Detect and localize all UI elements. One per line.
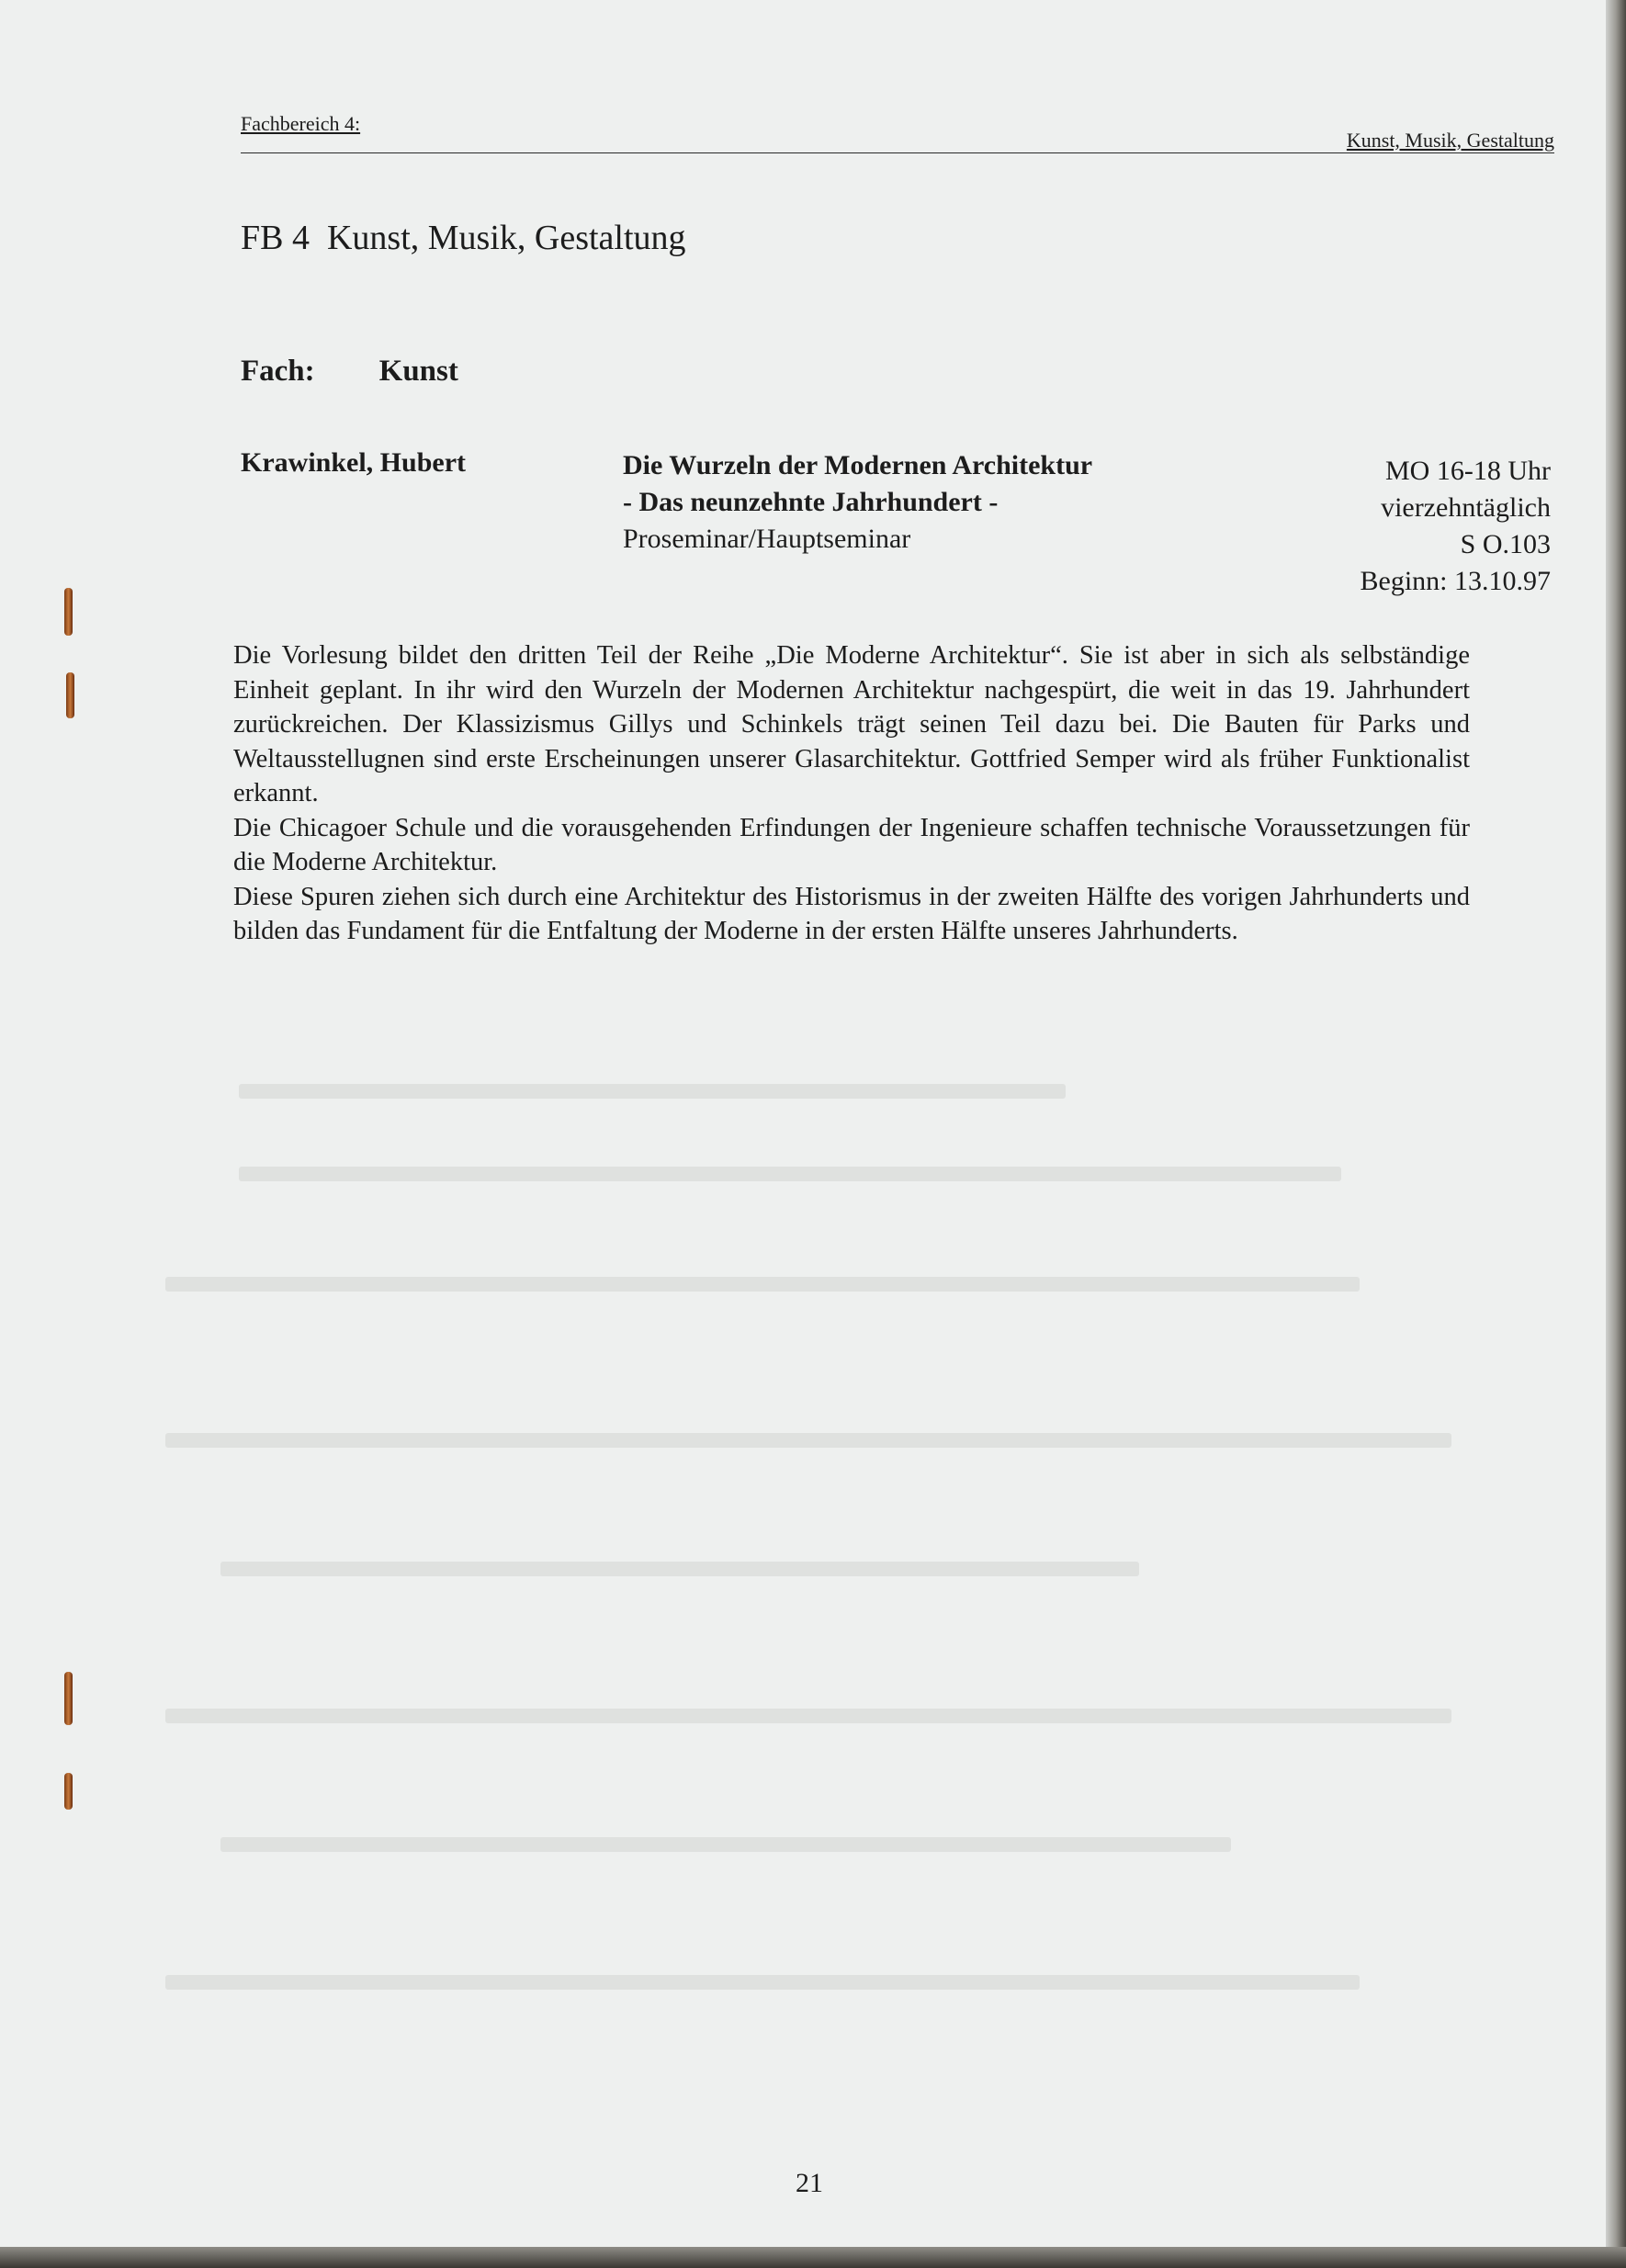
course-type: Proseminar/Hauptseminar xyxy=(623,524,911,554)
bleed-through xyxy=(239,1167,1341,1181)
course-block xyxy=(623,450,1092,560)
bleed-through xyxy=(239,1084,1066,1099)
page-header xyxy=(241,110,1554,153)
punch-mark xyxy=(66,672,74,718)
course-title: Die Wurzeln der Modernen Architektur xyxy=(623,450,1093,480)
lecturer-name: Krawinkel, Hubert xyxy=(241,447,466,478)
description-paragraph: Diese Spuren ziehen sich durch eine Architektur des Historismus in der zweiten Hälfte des vorigen Jahrhunderts und bilden das Fundament für die Entfaltung der Moderne in der ersten Hälfte unseres Jahrhunderts. xyxy=(233,882,1470,945)
header-department: Fachbereich 4: xyxy=(241,112,361,135)
bleed-through xyxy=(165,1975,1360,1990)
page-edge xyxy=(1606,0,1626,2268)
bleed-through xyxy=(220,1562,1139,1576)
punch-mark xyxy=(64,1672,73,1725)
fach-value: Kunst xyxy=(378,355,458,388)
punch-mark xyxy=(64,588,73,636)
course-description xyxy=(233,638,1470,949)
page-edge xyxy=(0,2247,1626,2268)
header-subject: Kunst, Musik, Gestaltung xyxy=(1346,129,1554,152)
description-paragraph: Die Vorlesung bildet den dritten Teil der Reihe „Die Moderne Architektur“. Sie ist aber in sich als selbständige Einheit geplant. In ihr wird den Wurzeln der Modernen Architektur nachgespürt, die weit in das 19. Jahrhundert zurückreichen. Der Klassizismus Gillys und Schinkels trägt seinen Teil dazu bei. Die Bauten für Parks und Weltausstellugnen sind erste Erscheinungen unserer Glasarchitektur. Gottfried Semper wird als früher Funktionalist erkannt. xyxy=(233,641,1470,807)
description-paragraph: Die Chicagoer Schule und die vorausgehenden Erfindungen der Ingenieure schaffen technische Voraussetzungen für die Moderne Architektur. xyxy=(233,813,1470,876)
course-frequency: vierzehntäglich xyxy=(1381,492,1551,523)
fach-label: Fach: xyxy=(241,355,315,388)
bleed-through xyxy=(165,1433,1451,1448)
schedule-block xyxy=(1361,456,1552,603)
fach-row xyxy=(241,355,458,389)
page-number: 21 xyxy=(796,2168,823,2198)
course-time: MO 16-18 Uhr xyxy=(1385,456,1551,486)
course-start: Beginn: 13.10.97 xyxy=(1360,566,1551,596)
course-room: S O.103 xyxy=(1460,529,1551,559)
bleed-through xyxy=(165,1709,1451,1723)
punch-mark xyxy=(64,1773,73,1810)
page-title: FB 4 Kunst, Musik, Gestaltung xyxy=(241,219,686,257)
bleed-through xyxy=(165,1277,1360,1292)
course-subtitle: - Das neunzehnte Jahrhundert - xyxy=(623,487,999,517)
bleed-through xyxy=(220,1837,1231,1852)
